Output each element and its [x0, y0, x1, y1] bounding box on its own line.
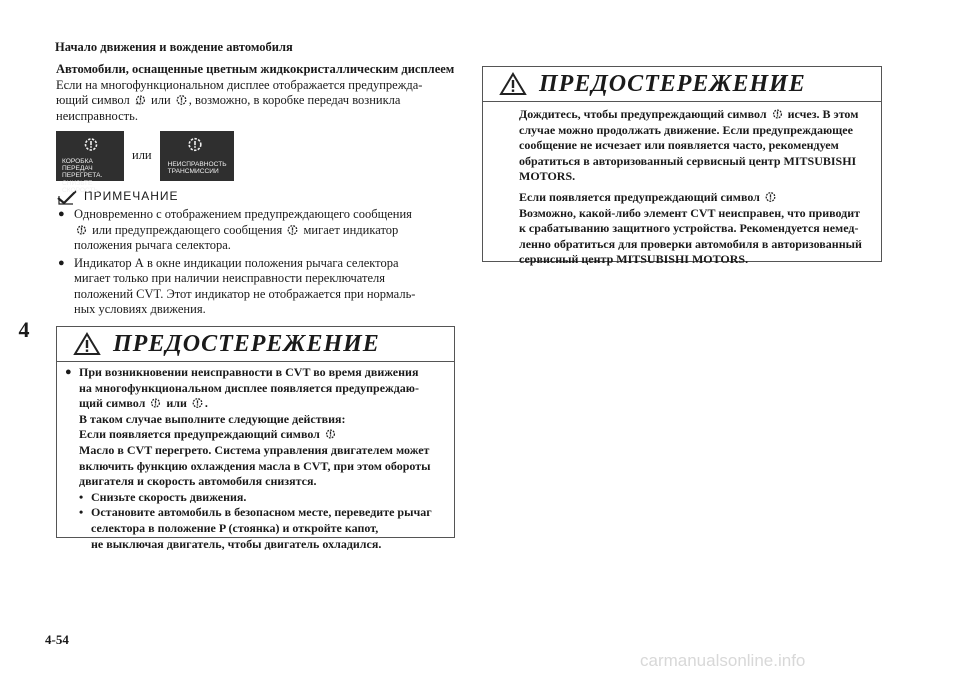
- chapter-tab: 4: [18, 317, 30, 342]
- warning-subitem: [79, 490, 432, 506]
- sub-bullet: •: [79, 505, 84, 520]
- para-text: ющий символ: [56, 93, 130, 107]
- display-line: ТРАНСМИССИИ: [167, 168, 219, 176]
- display-line: ПЕРЕГРЕТА.: [62, 172, 103, 180]
- warning-header: [483, 67, 881, 102]
- gear-warning-icon: [149, 397, 162, 409]
- bullet-dot: ●: [65, 366, 72, 378]
- gear-warning-icon: [75, 224, 88, 236]
- intro-paragraph: [56, 78, 461, 125]
- warning-subitem-text: Снизьте скорость движения.: [91, 489, 247, 504]
- gear-warning-icon: [134, 94, 147, 106]
- warning-item: [65, 365, 446, 552]
- para-line: неисправность.: [56, 108, 138, 123]
- warning-text-part: к срабатыванию защитного устройства. Рекомендуется немед-: [519, 221, 859, 236]
- warning-title: ПРЕДОСТЕРЕЖЕНИЕ: [113, 330, 380, 357]
- transmission-warning-icon: [764, 191, 777, 203]
- bullet-text: [74, 256, 461, 318]
- warning-body: [483, 102, 881, 268]
- warning-line: [79, 396, 432, 412]
- warning-line: селектора в положение P (стоянка) и откройте капот,: [91, 520, 379, 535]
- warning-box-cvt: [56, 326, 455, 551]
- transmission-warning-icon: [191, 397, 204, 409]
- display-examples: [56, 131, 461, 194]
- warning-subitem: [79, 505, 432, 552]
- warning-line: не выключая двигатель, чтобы двигатель охладился.: [91, 536, 382, 551]
- warning-body: [57, 362, 454, 552]
- bullet-dot: ●: [58, 256, 65, 269]
- sub-bullet: •: [79, 489, 84, 504]
- subheading: Автомобили, оснащенные цветным жидкокристаллическим дисплеем: [56, 62, 455, 76]
- warning-title: ПРЕДОСТЕРЕЖЕНИЕ: [539, 70, 806, 97]
- warning-triangle-icon: [499, 72, 527, 96]
- or-label: или: [132, 148, 152, 163]
- gear-warning-icon: [324, 428, 337, 440]
- warning-line: на многофункциональном дисплее появляется предупреждаю-: [79, 380, 419, 395]
- bullet-text: [74, 207, 461, 254]
- transmission-warning-icon: [175, 94, 188, 106]
- section-title: Начало движения и вождение автомобиля: [55, 40, 293, 54]
- display-text: [62, 158, 122, 194]
- bullet-line: положений CVT. Этот индикатор не отображается при нормаль-: [74, 286, 416, 301]
- warning-text-part: обратиться в авторизованный сервисный центр MITSUBISHI: [519, 153, 857, 168]
- warning-text-part: сервисный центр MITSUBISHI MOTORS.: [519, 252, 749, 267]
- bullet-line: Индикатор А в окне индикации положения рычага селектора: [74, 255, 399, 270]
- warning-text-part: .: [204, 396, 208, 411]
- bullet-line: положения рычага селектора.: [74, 238, 231, 252]
- display-line: СНИЗЬТЕ СКОРОСТЬ: [62, 179, 98, 194]
- watermark: carmanualsonline.info: [640, 651, 806, 670]
- warning-line: Остановите автомобиль в безопасном месте, переведите рычаг: [91, 505, 432, 520]
- bullet-line: Одновременно с отображением предупреждающего сообщения: [74, 207, 412, 221]
- gear-warning-icon: [83, 137, 99, 152]
- warning-line: включить функцию охлаждения масла в CVT, при этом обороты: [79, 458, 431, 473]
- note-bullet: [56, 256, 461, 318]
- warning-line: двигателя и скорость автомобиля снизятся.: [79, 474, 317, 489]
- warning-line: Масло в CVT перегрето. Система управления двигателем может: [79, 442, 430, 457]
- warning-item-text: [79, 365, 432, 552]
- warning-text-part: MOTORS.: [519, 169, 576, 184]
- warning-paragraph: [519, 190, 869, 268]
- bullet-line: ных условиях движения.: [74, 302, 206, 316]
- bullet-text-part: мигает индикатор: [303, 222, 399, 237]
- warning-text-part: Дождитесь, чтобы предупреждающий символ: [519, 107, 767, 121]
- warning-text-part: случае можно продолжать движение. Если предупреждающее: [519, 122, 853, 137]
- warning-text-part: Если появляется предупреждающий символ: [79, 427, 320, 442]
- para-line: [56, 93, 461, 109]
- warning-paragraph: [519, 107, 869, 185]
- page-number: 4-54: [45, 632, 69, 647]
- display-overheat: [56, 131, 124, 194]
- display-line: КОРОБКА ПЕРЕДАЧ: [62, 158, 93, 173]
- warning-text-part: или: [166, 396, 187, 411]
- transmission-warning-icon: [187, 137, 203, 152]
- warning-header: [57, 327, 454, 362]
- bullet-line: мигает только при наличии неисправности переключателя: [74, 271, 386, 285]
- warning-text-part: Если появляется предупреждающий символ: [519, 189, 760, 204]
- note-bullet: [56, 207, 461, 254]
- display-malfunction: [160, 131, 234, 181]
- display-text: [168, 161, 228, 175]
- warning-text-part: исчез. В этом: [787, 107, 859, 121]
- warning-box-symbol: [482, 66, 882, 267]
- gear-warning-icon: [771, 108, 784, 120]
- bullet-line: [74, 223, 461, 239]
- warning-text-part: ленно обратиться для проверки автомобиля в авторизованный: [519, 236, 862, 251]
- para-line: Если на многофункциональном дисплее отображается предупрежда-: [56, 77, 423, 92]
- warning-subitem-text: [91, 505, 432, 552]
- para-text: , возможно, в коробке передач возникла: [188, 93, 401, 107]
- para-text: или: [151, 93, 171, 107]
- warning-line: В таком случае выполните следующие действия:: [79, 411, 346, 426]
- warning-line: При возникновении неисправности в CVT во время движения: [79, 365, 419, 379]
- warning-text-part: Возможно, какой-либо элемент CVT неисправен, что приводит: [519, 205, 861, 220]
- main-column: [56, 62, 461, 318]
- transmission-warning-icon: [286, 224, 299, 236]
- note-label: ПРИМЕЧАНИЕ: [84, 189, 179, 204]
- display-line: НЕИСПРАВНОСТЬ: [167, 161, 227, 168]
- warning-text-part: щий символ: [79, 396, 146, 411]
- bullet-dot: ●: [58, 208, 65, 220]
- warning-text-part: сообщение не исчезает или появляется часто, рекомендуем: [519, 138, 839, 153]
- warning-line: [79, 427, 432, 443]
- bullet-text-part: или предупреждающего сообщения: [92, 222, 283, 237]
- warning-triangle-icon: [73, 332, 101, 356]
